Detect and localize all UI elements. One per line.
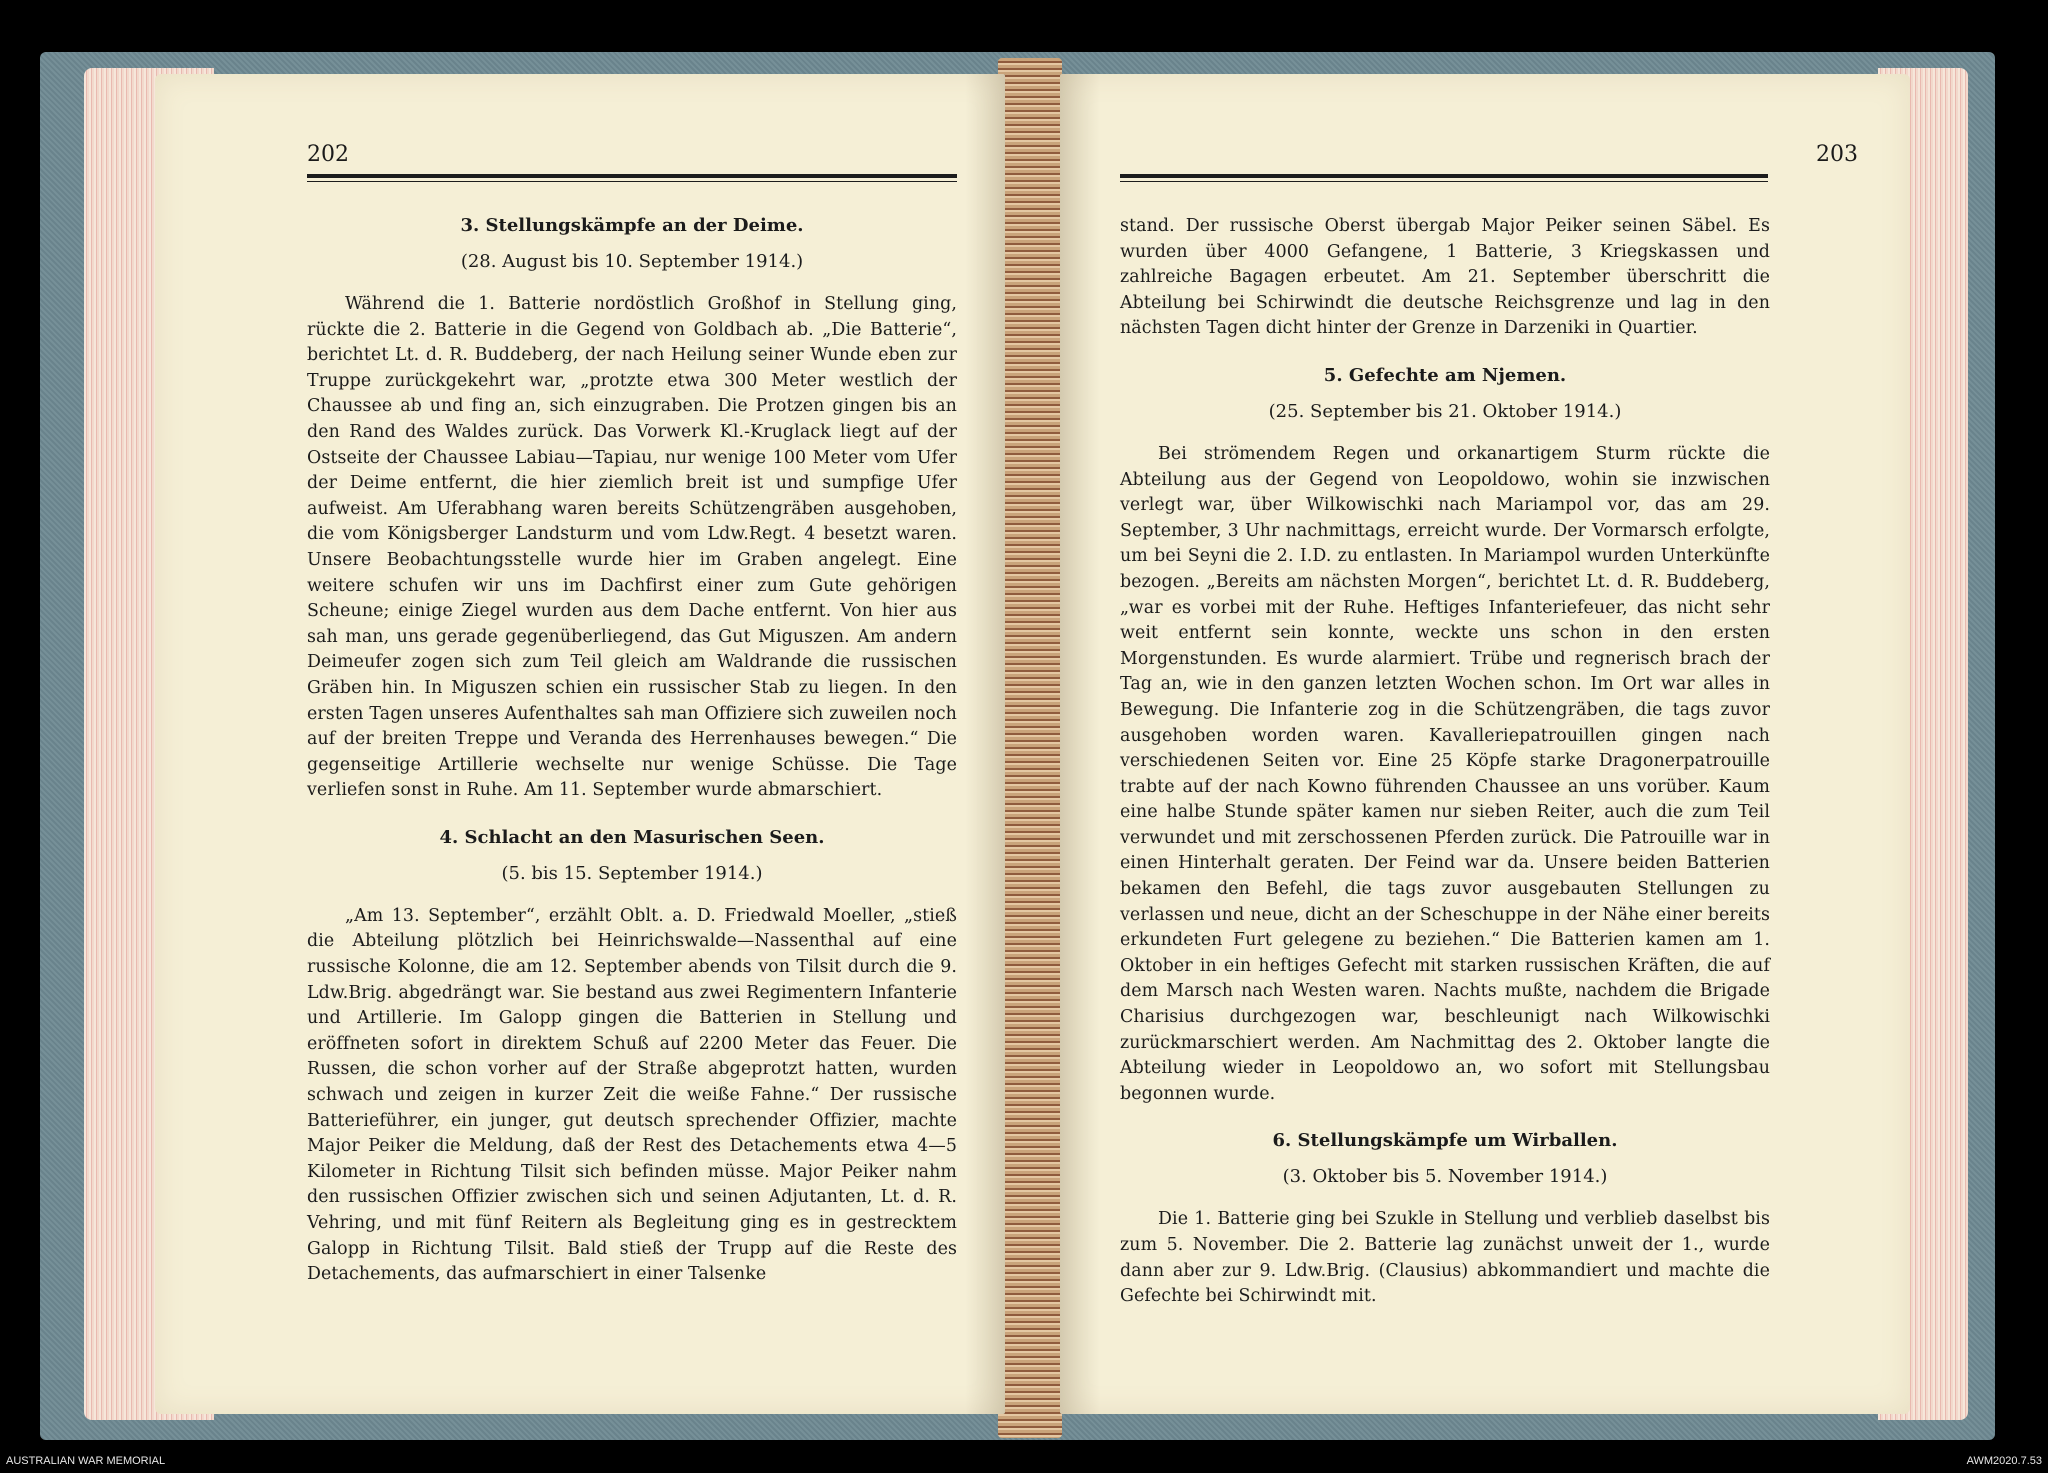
section-dates: (25. September bis 21. Oktober 1914.) [1268,400,1622,422]
gutter-shadow-right [1060,74,1100,1414]
right-page [1060,74,1910,1414]
section-title: 4. Schlacht an den Masurischen Seen. [439,826,825,848]
page-number: 203 [1816,142,1858,167]
footer-credit: AUSTRALIAN WAR MEMORIAL [6,1455,166,1467]
left-page-text [307,214,957,1288]
paragraph: „Am 13. September“, erzählt Oblt. a. D. Friedwald Moeller, „stieß die Abteilung plötzlich bei Heinrichswalde—Nassenthal auf eine russische Kolonne, die am 12. September abends von Tilsit durch die 9. Ldw.Brig. abgedrängt war. Sie bestand aus zwei Regimentern Infanterie und Artillerie. Im Galopp gingen die Batterien in Stellung und eröffneten sofort in direktem Schuß auf 2200 Meter das Feuer. Die Russen, die schon vorher auf der Straße abgeprotzt hatten, wurden schwach und zeigen in kurzer Zeit die weiße Fahne.“ Der russische Batterieführer, ein junger, gut deutsch sprechender Offizier, machte Major Peiker die Meldung, daß der Rest des Detachements etwa 4—5 Kilometer in Richtung Tilsit sich befinden müsse. Major Peiker nahm den russischen Offizier zwischen sich und seinen Adjutanten, Lt. d. R. Vehring, und mit fünf Reitern als Begleitung ging es in gestrecktem Galopp in Richtung Tilsit. Bald stieß der Trupp auf die Reste des Detachements, das aufmarschiert in einer Talsenke [307,905,957,1285]
section-title: 3. Stellungskämpfe an der Deime. [460,215,804,236]
section-title: 6. Stellungskämpfe um Wirballen. [1272,1130,1618,1152]
gutter-shadow-left [965,74,1005,1414]
section-dates: (5. bis 15. September 1914.) [501,862,763,884]
header-rule [307,174,957,178]
page-number: 202 [307,142,349,167]
section-dates: (3. Oktober bis 5. November 1914.) [1282,1166,1608,1188]
right-page-text [1120,214,1770,1310]
section-dates: (28. August bis 10. September 1914.) [460,251,804,272]
paragraph: Bei strömendem Regen und orkanartigem Sturm rückte die Abteilung aus der Gegend von Leopoldowo, wohin sie inzwischen verlegt war, über Wilkowischki nach Mariampol vor, das am 29. September, 3 Uhr nachmittags, erreicht wurde. Der Vormarsch erfolgte, um bei Seyni die 2. I.D. zu entlasten. In Mariampol wurden Unterkünfte bezogen. „Bereits am nächsten Morgen“, berichtet Lt. d. R. Buddeberg, „war es vorbei mit der Ruhe. Heftiges Infanteriefeuer, das nicht sehr weit entfernt sein konnte, weckte uns schon in den ersten Morgenstunden. Es wurde alarmiert. Trübe und regnerisch brach der Tag an, wie in den ganzen letzten Wochen schon. Im Ort war alles in Bewegung. Die Infanterie zog in die Schützengräben, die tags zuvor ausgehoben worden waren. Kavalleriepatrouillen gingen nach verschiedenen Seiten vor. Eine 25 Köpfe starke Dragonerpatrouille trabte auf der nach Kowno führenden Chaussee an uns vorüber. Kaum eine halbe Stunde später kamen nur sieben Reiter, auch die zum Teil verwundet und mit zerschossenen Pferden zurück. Die Patrouille war in einen Hinterhalt geraten. Der Feind war da. Unsere beiden Batterien bekamen den Befehl, die tags zuvor ausgebauten Stellungen zu verlassen und neue, dicht an der Scheschuppe in der Nähe einer bereits erkundeten Furt gelegene zu beziehen.“ Die Batterien kamen am 1. Oktober in ein heftiges Gefecht mit starken russischen Kräften, die auf dem Marsch nach Westen waren. Nachts mußte, nachdem die Brigade Charisius durchgezogen war, beschleunigt nach Wilkowischki zurückmarschiert werden. Am Nachmittag des 2. Oktober langte die Abteilung wieder in Leopoldowo an, wo sofort mit Stellungsbau begonnen wurde. [1120,443,1770,1104]
paragraph: Die 1. Batterie ging bei Szukle in Stellung und verblieb daselbst bis zum 5. November. Die 2. Batterie lag zunächst unweit der 1., wurde dann aber zur 9. Ldw.Brig. (Clausius) abkommandiert und machte die Gefechte bei Schirwindt mit. [1120,1209,1770,1307]
header-rule [1120,174,1768,178]
paragraph: stand. Der russische Oberst übergab Major Peiker seinen Säbel. Es wurden über 4000 Gefangene, 1 Batterie, 3 Kriegskassen und zahlreiche Bagagen erbeutet. Am 21. September überschritt die Abteilung bei Schirwindt die deutsche Reichsgrenze und lag in den nächsten Tagen dicht hinter der Grenze in Darzeniki in Quartier. [1120,216,1770,339]
left-page [155,74,1005,1414]
paragraph: Während die 1. Batterie nordöstlich Großhof in Stellung ging, rückte die 2. Batterie in die Gegend von Goldbach ab. „Die Batterie“, berichtet Lt. d. R. Buddeberg, der nach Heilung seiner Wunde eben zur Truppe zurückgekehrt war, „protzte etwa 300 Meter westlich der Chaussee ab und fing an, sich einzugraben. Die Protzen gingen bis an den Rand des Waldes zurück. Das Vorwerk Kl.-Kruglack liegt auf der Ostseite der Chaussee Labiau—Tapiau, nur wenige 100 Meter vom Ufer der Deime entfernt, die hier ziemlich breit ist und sumpfige Ufer aufweist. Am Uferabhang waren bereits Schützengräben ausgehoben, die vom Königsberger Landsturm und vom Ldw.Regt. 4 besetzt waren. Unsere Beobachtungsstelle wurde hier im Graben angelegt. Eine weitere schufen wir uns im Dachfirst einer zum Gute gehörigen Scheune; einige Ziegel wurden aus dem Dache entfernt. Von hier aus sah man, uns gerade gegenüberliegend, das Gut Miguszen. Am andern Deimeufer zogen sich zum Teil gleich am Waldrande die russischen Gräben hin. In Miguszen schien ein russischer Stab zu liegen. In den ersten Tagen unseres Aufenthaltes sah man Offiziere sich zuweilen noch auf der breiten Treppe und Veranda des Herrenhauses bewegen.“ Die gegenseitige Artillerie wechselte nur wenige Schüsse. Die Tage verliefen sonst in Ruhe. Am 11. September wurde abmarschiert. [307,294,957,801]
section-title: 5. Gefechte am Njemen. [1323,364,1567,386]
book-spine [998,58,1062,1438]
footer-id: AWM2020.7.53 [1966,1455,2042,1467]
